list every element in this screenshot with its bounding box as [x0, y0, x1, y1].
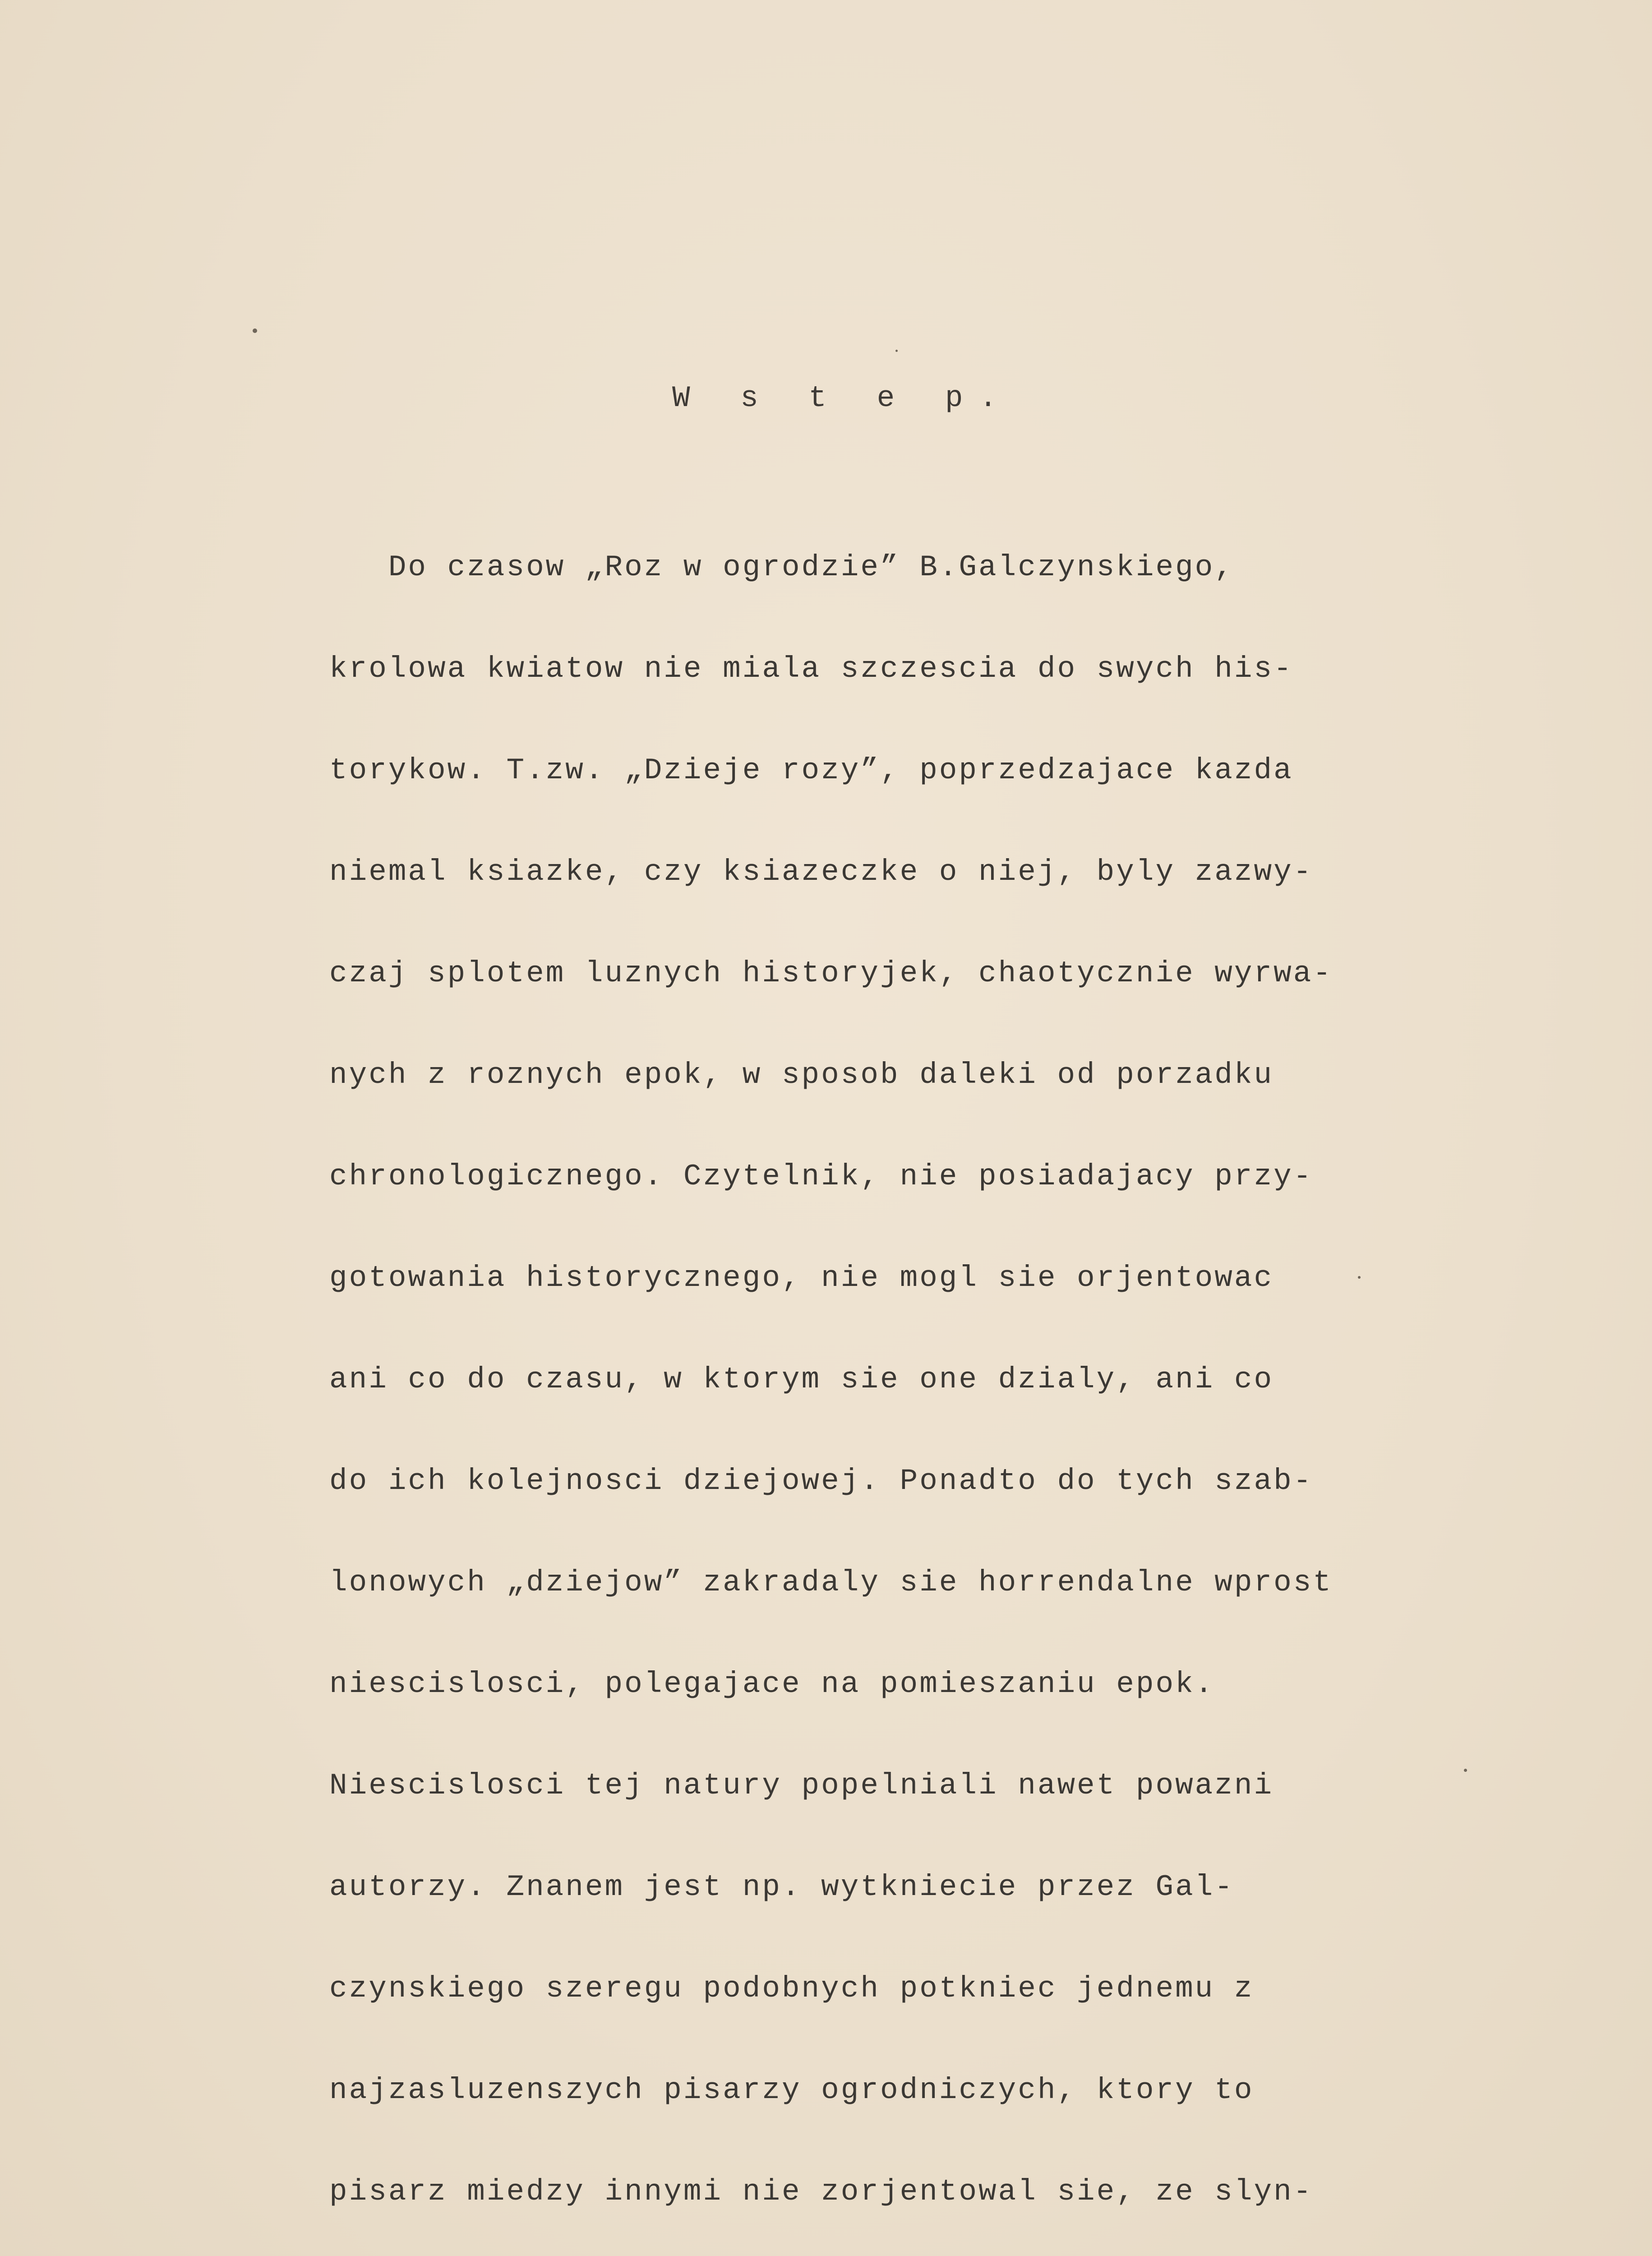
text-line: niescislosci, polegajace na pomieszaniu epok.: [329, 1667, 1215, 1701]
text-line: Do czasow „Roz w ogrodzie” B.Galczynskiego,: [329, 550, 1234, 584]
paper-speck: [895, 350, 898, 352]
text-line: chronologicznego. Czytelnik, nie posiadajacy przy-: [329, 1160, 1313, 1193]
text-line: torykow. T.zw. „Dzieje rozy”, poprzedzajace kazda: [329, 754, 1293, 787]
text-line: pisarz miedzy innymi nie zorjentowal sie, ze slyn-: [329, 2175, 1313, 2209]
text-line: gotowania historycznego, nie mogl sie orjentowac: [329, 1261, 1274, 1295]
paper-speck: [253, 328, 257, 333]
text-line: ani co do czasu, w ktorym sie one dzialy, ani co: [329, 1363, 1274, 1396]
text-line: nych z roznych epok, w sposob daleki od porzadku: [329, 1058, 1274, 1092]
text-line: czaj splotem luznych historyjek, chaotycznie wyrwa-: [329, 957, 1333, 990]
text-line: do ich kolejnosci dziejowej. Ponadto do tych szab-: [329, 1464, 1313, 1498]
text-line: niemal ksiazke, czy ksiazeczke o niej, byly zazwy-: [329, 855, 1313, 889]
text-line: autorzy. Znanem jest np. wytkniecie przez Gal-: [329, 1870, 1234, 1904]
text-line: czynskiego szeregu podobnych potkniec jednemu z: [329, 1972, 1254, 2006]
body-text: [329, 483, 1457, 2256]
text-line: krolowa kwiatow nie miala szczescia do swych his-: [329, 652, 1293, 686]
paper-speck: [1464, 1769, 1467, 1772]
page-title: W s t e p.: [672, 381, 1014, 415]
text-line: najzasluzenszych pisarzy ogrodniczych, ktory to: [329, 2073, 1254, 2107]
text-line: Niescislosci tej natury popelniali nawet powazni: [329, 1769, 1274, 1803]
text-line: lonowych „dziejow” zakradaly sie horrendalne wprost: [329, 1566, 1333, 1600]
